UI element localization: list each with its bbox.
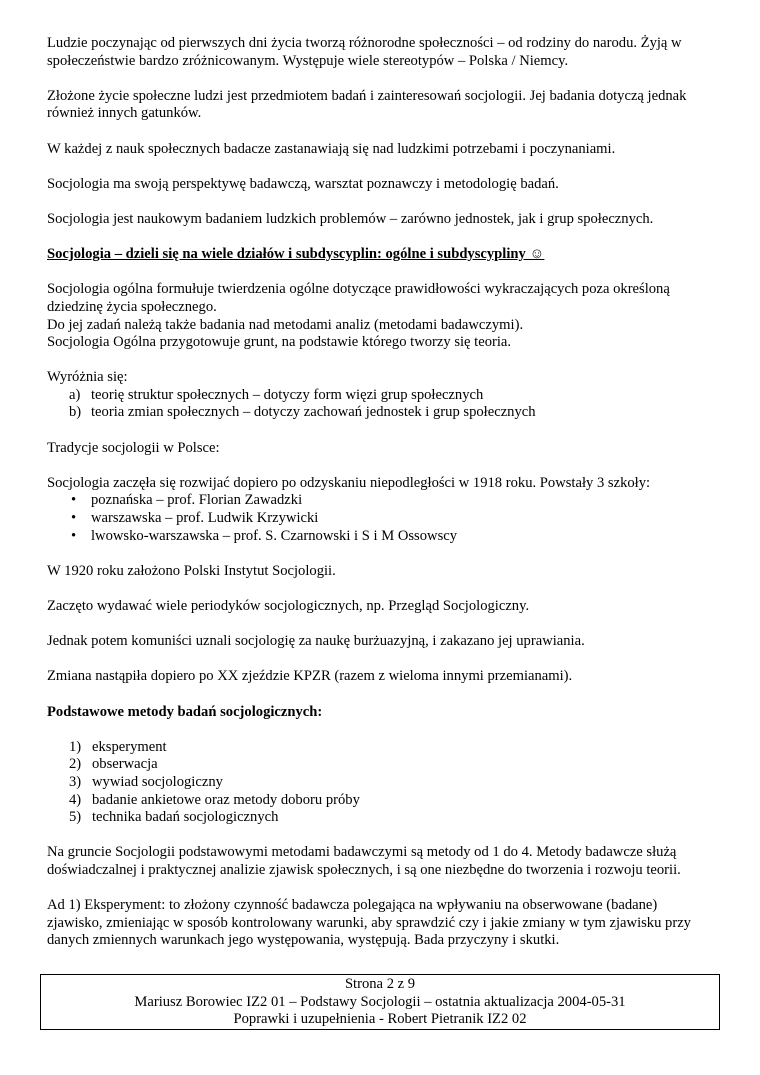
theory-list [47, 387, 727, 422]
list-item [47, 492, 727, 510]
list-item-text: technika badań socjologicznych [92, 809, 279, 826]
list-item-text: lwowsko-warszawska – prof. S. Czarnowski i S i M Ossowscy [91, 527, 458, 544]
text-line: Ad 1) Eksperyment: to złożony czynność badawcza polegająca na wpływaniu na obserwowane (badane) [47, 897, 658, 914]
document-body [47, 35, 727, 967]
text-line: Ludzie poczynając od pierwszych dni życia tworzą różnorodne społeczności – od rodziny do narodu. Żyją w [47, 35, 682, 51]
text-line: Złożone życie społeczne ludzi jest przedmiotem badań i zainteresowań socjologii. Jej badania dotyczą jednak [47, 87, 687, 104]
paragraph-general-sociology [47, 281, 727, 351]
list-item-text: poznańska – prof. Florian Zawadzki [91, 492, 303, 509]
list-item-text: wywiad socjologiczny [92, 773, 223, 790]
paragraph-communists: Jednak potem komuniści uznali socjologię za naukę burżuazyjną, i zakazano jej uprawiania. [47, 633, 585, 650]
paragraph-methods-basis [47, 844, 727, 879]
paragraph-complex-life [47, 88, 727, 123]
list-marker: b) [69, 404, 82, 421]
list-item [47, 739, 727, 757]
list-marker: 3) [69, 773, 82, 790]
page-footer [40, 974, 720, 1030]
methods-list [47, 739, 727, 827]
text-line: społeczeństwie bardzo zróżnicowanym. Występuje wiele stereotypów – Polska / Niemcy. [47, 52, 569, 69]
list-marker: 2) [69, 756, 82, 773]
section-heading-divisions: Socjologia – dzieli się na wiele działów i subdyscyplin: ogólne i subdyscypliny ☺ [47, 246, 545, 263]
schools-list [47, 492, 727, 545]
paragraph-institute: W 1920 roku założono Polski Instytut Socjologii. [47, 562, 336, 579]
list-item [47, 528, 727, 546]
footer-author: Mariusz Borowiec IZ2 01 – Podstawy Socjologii – ostatnia aktualizacja 2004-05-31 [134, 993, 626, 1010]
list-item-text: teorię struktur społecznych – dotyczy form więzi grup społecznych [91, 386, 484, 403]
bullet-icon: • [71, 510, 77, 527]
list-item-text: eksperyment [92, 738, 167, 755]
list-item [47, 809, 727, 827]
list-marker: 5) [69, 809, 82, 826]
text-line: zjawisko, zmieniając w sposób kontrolowany warunki, aby sprawdzić czy i jakie zmiany w tym zjawisku przy [47, 914, 691, 931]
list-item [47, 774, 727, 792]
paragraph-periodicals: Zaczęto wydawać wiele periodyków socjologicznych, np. Przegląd Socjologiczny. [47, 598, 530, 614]
paragraph-distinguishes: Wyróżnia się: [47, 369, 128, 386]
text-line: Socjologia Ogólna przygotowuje grunt, na podstawie którego tworzy się teoria. [47, 334, 512, 351]
paragraph-change: Zmiana nastąpiła dopiero po XX zjeździe KPZR (razem z wieloma innymi przemianami). [47, 668, 573, 685]
list-marker: 1) [69, 738, 82, 755]
list-item [47, 756, 727, 774]
list-item [47, 404, 727, 422]
section-heading-methods: Podstawowe metody badań socjologicznych: [47, 703, 323, 720]
list-marker: 4) [69, 791, 82, 808]
list-item-text: warszawska – prof. Ludwik Krzywicki [91, 510, 319, 527]
paragraph-schools-intro: Socjologia zaczęła się rozwijać dopiero po odzyskaniu niepodległości w 1918 roku. Powstały 3 szkoły: [47, 474, 651, 491]
list-item [47, 510, 727, 528]
list-item-text: obserwacja [92, 756, 158, 773]
text-line: Na gruncie Socjologii podstawowymi metodami badawczymi są metody od 1 do 4. Metody badawcze służą [47, 844, 677, 861]
text-line: doświadczalnej i praktycznej analizie zjawisk społecznych, i są one niezbędne do tworzenia i rozwoju teorii. [47, 861, 681, 878]
text-line: dziedzinę życia społecznego. [47, 298, 217, 315]
text-line: Do jej zadań należą także badania nad metodami analiz (metodami badawczymi). [47, 316, 524, 333]
footer-corrections: Poprawki i uzupełnienia - Robert Pietranik IZ2 02 [233, 1011, 527, 1028]
paragraph-experiment [47, 897, 727, 950]
paragraph-traditions: Tradycje socjologii w Polsce: [47, 439, 220, 456]
text-line: Socjologia ogólna formułuje twierdzenia ogólne dotyczące prawidłowości wykraczających poza określoną [47, 281, 670, 298]
list-marker: a) [69, 386, 81, 403]
list-item-text: badanie ankietowe oraz metody doboru próby [92, 791, 360, 808]
bullet-icon: • [71, 527, 77, 544]
text-line: danych zmiennych warunkach jego występowania, występują. Bada przyczyny i skutki. [47, 932, 560, 949]
bullet-icon: • [71, 492, 77, 509]
paragraph-perspective: Socjologia ma swoją perspektywę badawczą, warsztat poznawczy i metodologię badań. [47, 175, 559, 192]
text-line: również innych gatunków. [47, 105, 202, 122]
paragraph-intro [47, 35, 727, 70]
page-number: Strona 2 z 9 [344, 976, 416, 992]
list-item [47, 792, 727, 810]
list-item [47, 387, 727, 405]
paragraph-social-sciences: W każdej z nauk społecznych badacze zastanawiają się nad ludzkimi potrzebami i poczynaniami. [47, 140, 616, 157]
list-item-text: teoria zmian społecznych – dotyczy zachowań jednostek i grup społecznych [91, 404, 536, 421]
paragraph-definition: Socjologia jest naukowym badaniem ludzkich problemów – zarówno jednostek, jak i grup społecznych. [47, 210, 654, 227]
